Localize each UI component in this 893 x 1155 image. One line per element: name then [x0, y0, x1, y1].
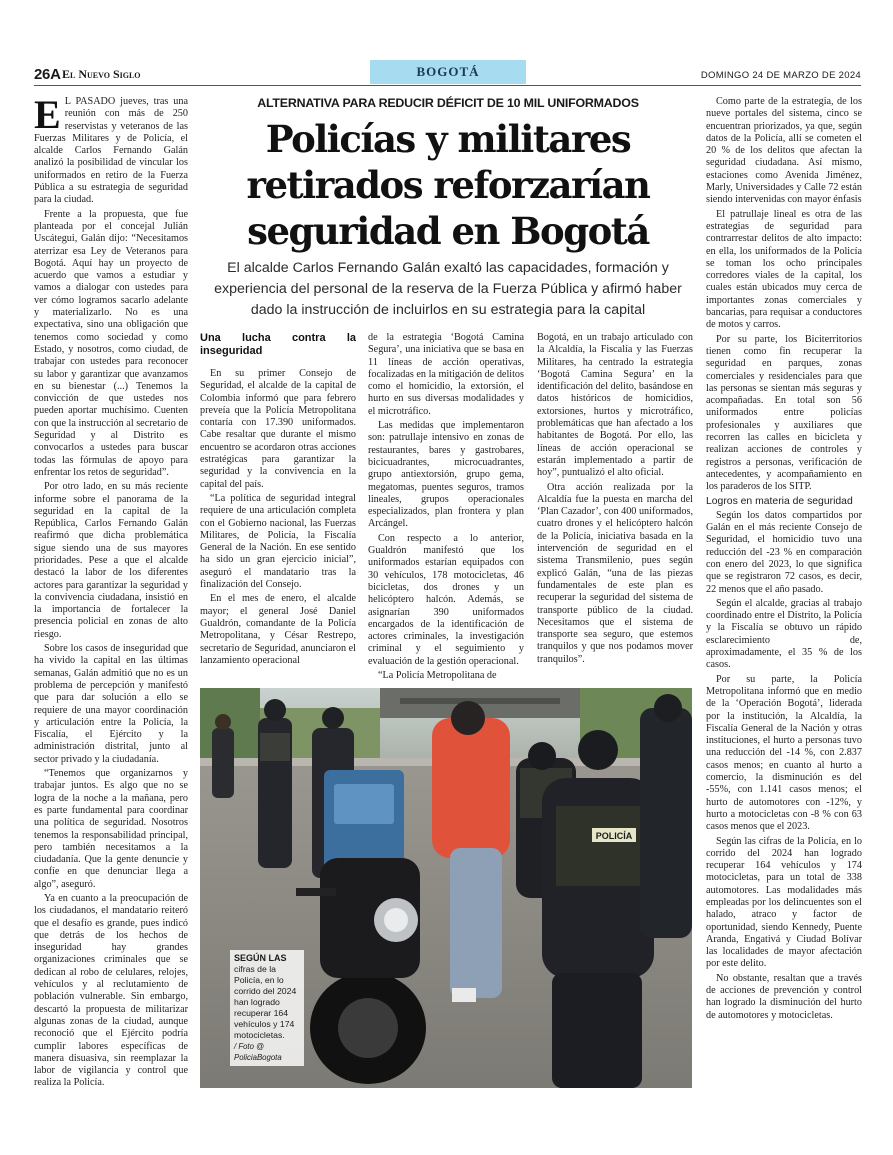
- section-tab[interactable]: BOGOTÁ: [370, 60, 526, 84]
- article-column-5: [706, 96, 862, 1024]
- paragraph: “La Policía Metropolitana de: [378, 670, 497, 682]
- paragraph: Como parte de la estrategia, de los nueve portales del sistema, cinco se encuentran priorizados, ya que, según datos de la Policía, allí se cometen el 20 % de los delitos que afectan la seguridad ciudadana. Así mismo, estaciones como Avenida Jiménez, Marly, Universidades y Calle 72 están siendo intervenidas con mayor énfasis: [706, 96, 862, 206]
- caption-lead: SEGÚN LAS: [234, 953, 287, 963]
- paragraph: Sobre los casos de inseguridad que ha vivido la capital en las últimas semanas, Galán admitió que no es un problema de percepción y manifestó que para dar solución a ello se requiere de una mayor coordinación y articulación entre la Policía, la Fiscalía, el Ejército y la administración distrital, junto al sector privado y la ciudadanía.: [34, 643, 188, 765]
- paragraph: Por su parte, los Biciterritorios tienen como fin recuperar la seguridad en parques, zonas comerciales y residenciales para que las personas se sientan más seguras y acompañadas. En total son 56 uniformados entre policías profesionales y auxiliares que recorren las calles en bicicleta y realizan acciones de controles y registros a personas, verificación de antecedentes, y acompañamiento en los paraderos de los SITP.: [706, 333, 862, 493]
- header-rule: [34, 85, 861, 86]
- lead-paragraph: [34, 92, 188, 207]
- article-column-3: [368, 332, 524, 684]
- paragraph: El patrullaje lineal es otra de las estrategias de seguridad para contrarrestar delitos de alto impacto: en ella, los uniformados de la Policía se toman los ocho principales corredores viales de la capital, los cuales están ubicados muy cerca de importantes zonas comerciales y bancarias, para requisar a conductores de motos y carros.: [706, 208, 862, 331]
- intertitle: Logros en materia de seguridad: [706, 495, 853, 507]
- paragraph: “Tenemos que organizarnos y trabajar juntos. Es algo que no se logra de la noche a la mañana, pero es parte fundamental para coordinar una política de seguridad. Nosotros tenemos la responsabilidad principal, pero también necesitamos a la ciudadanía. Que la gente denuncie y confíe en que denunciar llega a algo”, aseguró.: [34, 768, 188, 890]
- paragraph: Según los datos compartidos por Galán en el más reciente Consejo de Seguridad, el homicidio tuvo una reducción del -23 % en comparación con enero del 2023, lo que significa que se registraron 72 casos, es decir, 22 menos que el año pasado.: [706, 509, 862, 595]
- article-deck: El alcalde Carlos Fernando Galán exaltó las capacidades, formación y experiencia del personal de la reserva de la Fuerza Pública y afirmó haber dado la instrucción de incluirlos en su estrategia para la capital: [214, 260, 682, 318]
- article-kicker: ALTERNATIVA PARA REDUCIR DÉFICIT DE 10 MIL UNIFORMADOS: [257, 96, 639, 110]
- issue-date: DOMINGO 24 DE MARZO DE 2024: [700, 70, 861, 81]
- page-number: 26A: [34, 66, 61, 83]
- lead-text: L PASADO jueves, tras una reunión con más de 250 reservistas y veteranos de las Fuerzas Militares y de Policía, el alcalde Carlos Fernando Galán analizó la posibilidad de vincular los uniformados en retiro de la Fuerza Pública a su estrategia de seguridad para la ciudad.: [34, 96, 188, 206]
- paragraph: Bogotá, en un trabajo articulado con la Alcaldía, la Fiscalía y las Fuerzas Militares, ha centrado la estrategia ‘Bogotá Camina Segura’ en la identificación del delito, basándose en datos históricos de homicidios, extorsiones, hurtos y microtráfico, problemáticas que han afectado a los habitantes de Bogotá. Por ello, las líneas de acción operacional se estarán implementado a partir de hoy”, puntualizó el alto oficial.: [537, 332, 693, 479]
- paragraph: Con respecto a lo anterior, Gualdrón manifestó que los uniformados estarían equipados con 30 vehículos, 178 motocicletas, 46 bicicletas, dos drones y un helicóptero halcón. Además, se asignarían 390 uniformados encargados de la identificación de actores criminales, la investigación criminal y el seguimiento y evaluación de la gestión operacional.: [368, 532, 524, 667]
- article-headline: Policías y militares retirados reforzarían seguridad en Bogotá: [246, 117, 650, 253]
- paragraph: Por su parte, la Policía Metropolitana informó que en medio de la ‘Operación Bogotá’, liderada por la institución, la Alcaldía, la Fiscalía General de la Nación y otras instituciones, el hurto a personas tuvo una reducción del -14 %, con 2.837 casos menos; en cuanto al hurto a comercio, la disminución es del -55%, con 1.141 casos menos; el hurto de automotores con -12%, y hurto a motocicletas con -8 % con 63 casos menos que el 2023.: [706, 673, 862, 833]
- paragraph: Ya en cuanto a la preocupación de los ciudadanos, el mandatario reiteró que el desafío es grande, pues indicó que detrás de los hechos de inseguridad hay grandes organizaciones criminales que se dedican al robo de celulares, relojes, vehículos y al reclutamiento de población vulnerable. Sin embargo, descartó la propuesta de militarizar algunas zonas de la ciudad, aunque reconoció que el Ejército podría cumplir labores específicas de manera disuasiva, sin reemplazar la labor de vigilancia y control que realiza la Policía.: [34, 893, 188, 1089]
- paragraph: En su primer Consejo de Seguridad, el alcalde de la capital de Colombia informó que para febrero preveía que la Policía Metropolitana contaría con 17.390 uniformados. Cabe resaltar que durante el mismo encuentro se acordaron otras acciones estratégicas para garantizar la seguridad y la convivencia en la capital del país.: [200, 368, 356, 490]
- article-column-2: [200, 332, 356, 669]
- paragraph: En el mes de enero, el alcalde mayor; el general José Daniel Gualdrón, comandante de la Policía Metropolitana, y César Restrepo, secretario de Seguridad, anunciaron el lanzamiento operacional: [200, 593, 356, 666]
- newspaper-name: El Nuevo Siglo: [62, 67, 141, 81]
- paragraph: Las medidas que implementaron son: patrullaje intensivo en zonas de restaurantes, bares y gastrobares, bicicuadrantes, microcuadrantes, grupo antiextorsión, grupo gema, megatomas, puentes seguros, tramos lineales, grupos operacionales especializados, plan frontera y plan Arcángel.: [368, 420, 524, 530]
- paragraph: de la estrategia ‘Bogotá Camina Segura’, una iniciativa que se basa en 11 líneas de acción operativas, focalizadas en la mitigación de delitos como el homicidio, la extorsión, el hurto en sus diversas modalidades y el microtráfico.: [368, 332, 524, 417]
- paragraph: Según el alcalde, gracias al trabajo coordinado entre el Distrito, la Policía y la Fiscalía se obtuvo un rápido esclarecimiento de, aproximadamente, el 35 % de los casos.: [706, 597, 862, 671]
- caption-text: cifras de la Policía, en lo corrido del 2024 han logrado recuperar 164 vehículos y 174 motocicletas.: [234, 964, 297, 1040]
- paragraph: Según las cifras de la Policía, en lo corrido del 2024 han logrado recuperar 164 vehículos y 174 motocicletas, para un total de 338 automotores. Las modalidades más empleadas por los delincuentes son el halado, atraco y factor de oportunidad, siendo Kennedy, Puente Aranda, Engativá y Ciudad Bolívar las localidades de mayor afectación por este delito.: [706, 835, 862, 970]
- paragraph: Por otro lado, en su más reciente informe sobre el panorama de la seguridad en la capital de la República, Carlos Fernando Galán reafirmó que dicha problemática sigue siendo una de sus mayores prioridades. Pese a que el alcalde destacó la labor de los diferentes actores para garantizar la seguridad y la convivencia ciudadana, insistió en la importancia de fortalecer la presencia policial en zonas de alto riesgo.: [34, 481, 188, 640]
- article-column-1: [34, 92, 188, 1092]
- vest-label: POLICÍA: [595, 831, 633, 841]
- paragraph: “La política de seguridad integral requiere de una articulación completa con el Gobierno nacional, las Fuerzas Militares, de Policía, la Fiscalía General de la Nación. En ese sentido ha sido un gran ejercicio inicial”, aseguró el mandatario tras la finalización del Consejo.: [200, 492, 356, 591]
- article-column-4: [537, 332, 693, 668]
- paragraph: Otra acción realizada por la Alcaldía fue la puesta en marcha del ‘Plan Cazador’, con 400 uniformados, cuatro drones y el helicóptero halcón de la Policía, iniciativa basada en la intervención de seguridad en el sistema Transmilenio, pues según explicó Galán, “una de las piezas fundamentales de este plan es recuperar la seguridad del sistema de transporte público de la ciudad. Necesitamos que el sistema de transporte sea seguro, que estemos tranquilos y que nos podamos mover tranquilos”.: [537, 481, 693, 665]
- paragraph: No obstante, resaltan que a través de acciones de prevención y control han logrado la disminución del hurto de automotores y motocicletas.: [706, 972, 862, 1021]
- photo-caption: [230, 950, 304, 1066]
- photo-credit: / Foto @ PoliciaBogota: [234, 1042, 282, 1062]
- paragraph: Frente a la propuesta, que fue planteada por el concejal Julián Uscátegui, Galán dijo: “Necesitamos aterrizar esa Ley de Veteranos para Bogotá. Aquí hay un proyecto de acuerdo que vamos a estudiar y vamos a dialogar con ustedes para ver cómo logramos sacarlo adelante y materializarlo. No es una expectativa, sino una obligación que tenemos como sociedad y como Estado, y nosotros, como ciudad, de trabajar con ustedes para reconocer su labor y garantizar que avanzamos en su bienestar (...) Tenemos la convicción de que ustedes nos pueden aportar muchísimo. Cuenten con que la instrucción al secretario de Seguridad y al Distrito es convocarlos a ustedes para buscar todas las fórmulas de apoyo para enfrentar los retos de seguridad”.: [34, 208, 188, 478]
- subheading: Una lucha contra la inseguridad: [200, 332, 356, 357]
- drop-cap: E: [34, 92, 61, 137]
